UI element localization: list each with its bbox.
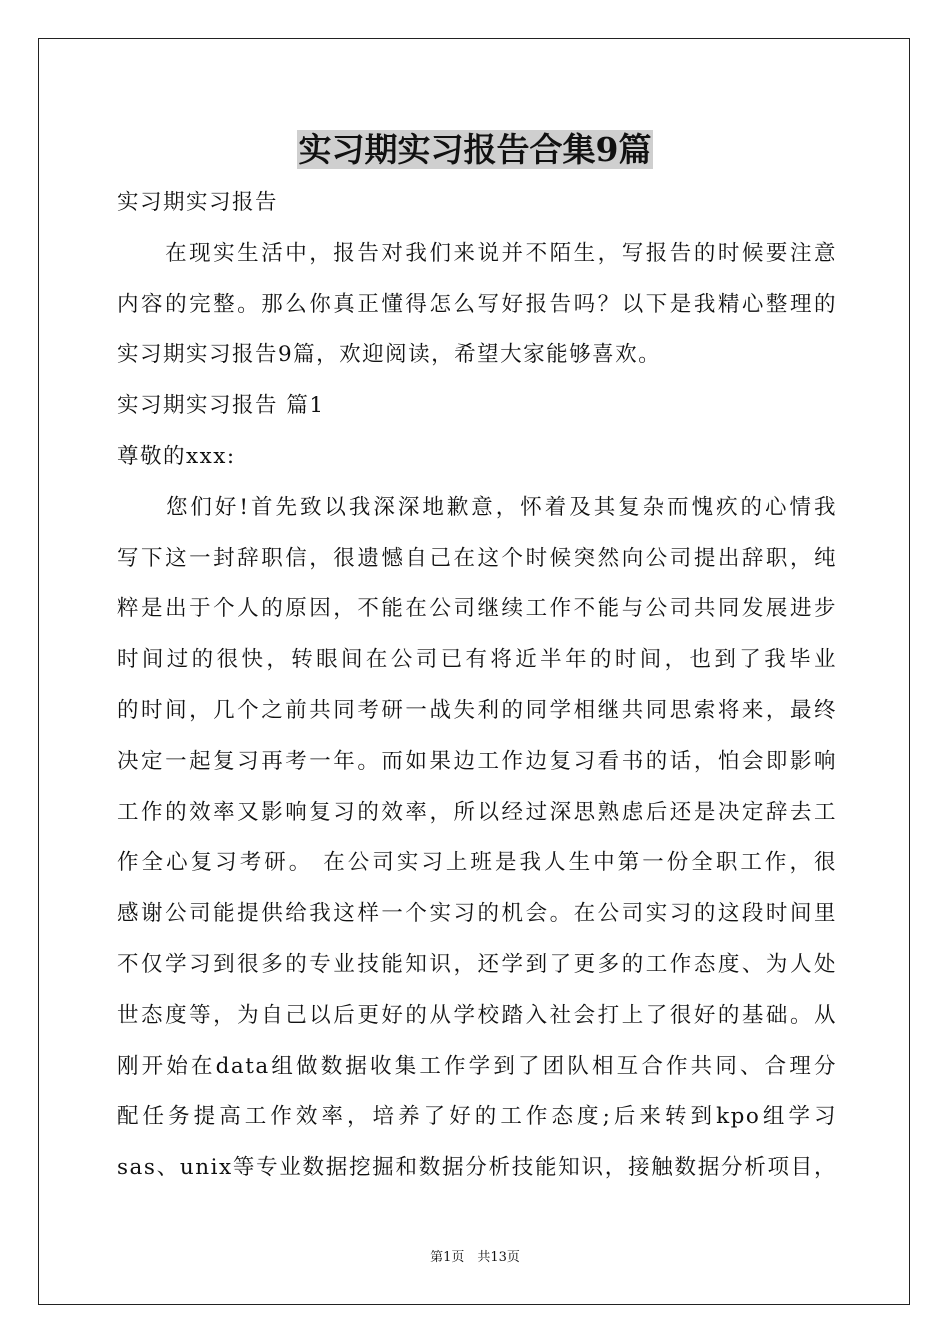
text-line: 刚开始在data组做数据收集工作学到了团队相互合作共同、合理分 [117, 1053, 837, 1079]
text-line: 世态度等，为自己以后更好的从学校踏入社会打上了很好的基础。从 [117, 1002, 837, 1028]
text-line: 实习期实习报告 篇1 [117, 393, 325, 419]
text-line: 实习期实习报告9篇，欢迎阅读，希望大家能够喜欢。 [117, 342, 662, 368]
document-title [0, 125, 950, 175]
text-line: 您们好!首先致以我深深地歉意，怀着及其复杂而愧疚的心情我 [117, 494, 837, 520]
page-footer: 第1页 共13页 [430, 1250, 520, 1265]
text-line: 实习期实习报告 [117, 190, 279, 215]
text-line: 配任务提高工作效率，培养了好的工作态度;后来转到kpo组学习 [117, 1104, 837, 1130]
document-body [117, 178, 837, 1194]
text-line: 在现实生活中，报告对我们来说并不陌生，写报告的时候要注意 [117, 240, 837, 266]
text-line: 的时间，几个之前共同考研一战失利的同学相继共同思索将来，最终 [117, 697, 837, 723]
text-line: 写下这一封辞职信，很遗憾自己在这个时候突然向公司提出辞职，纯 [117, 545, 837, 571]
text-line: 粹是出于个人的原因，不能在公司继续工作不能与公司共同发展进步 [117, 596, 837, 622]
text-line: 不仅学习到很多的专业技能知识，还学到了更多的工作态度、为人处 [117, 951, 837, 977]
text-line: 感谢公司能提供给我这样一个实习的机会。在公司实习的这段时间里 [117, 901, 837, 927]
text-line: 决定一起复习再考一年。而如果边工作边复习看书的话，怕会即影响 [117, 748, 837, 774]
text-line: 工作的效率又影响复习的效率，所以经过深思熟虑后还是决定辞去工 [117, 799, 837, 825]
document-title-text: 实习期实习报告合集9篇 [298, 130, 652, 169]
text-line: 内容的完整。那么你真正懂得怎么写好报告吗？以下是我精心整理的 [117, 291, 837, 317]
text-line: 时间过的很快，转眼间在公司已有将近半年的时间，也到了我毕业 [117, 647, 837, 673]
text-line: 尊敬的xxx: [117, 443, 236, 469]
text-line: sas、unix等专业数据挖掘和数据分析技能知识，接触数据分析项目， [117, 1155, 837, 1181]
text-line: 作全心复习考研。 在公司实习上班是我人生中第一份全职工作，很 [117, 850, 837, 876]
